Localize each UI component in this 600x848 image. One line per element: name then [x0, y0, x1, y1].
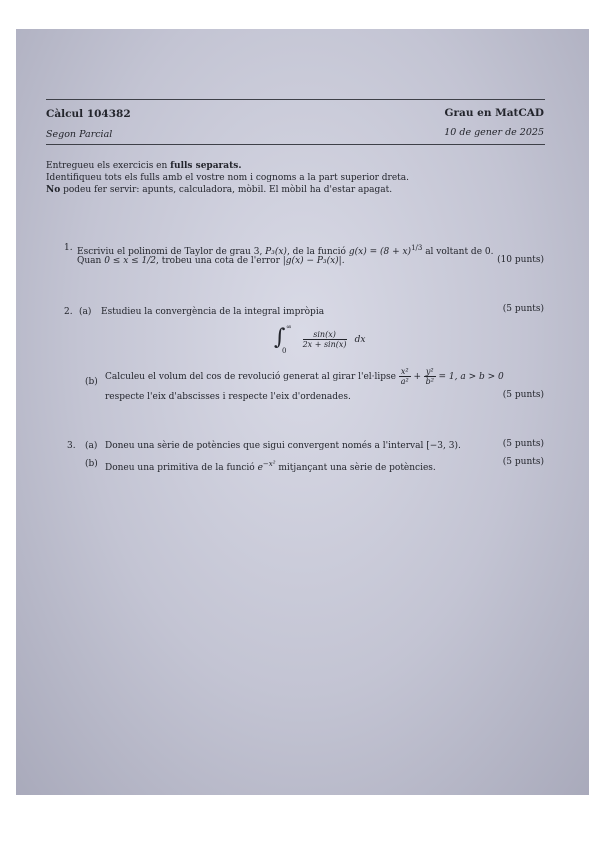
problem-3a-points: (5 punts) — [502, 439, 544, 449]
problem-2b-points: (5 punts) — [502, 390, 544, 400]
problem-3b-label: (b) — [85, 459, 98, 469]
problem-2a-label: (a) — [79, 307, 92, 317]
problem-3a-label: (a) — [85, 441, 98, 451]
problem-2a-points: (5 punts) — [502, 304, 544, 314]
problem-2a-text: Estudieu la convergència de la integral impròpia — [101, 307, 325, 317]
integral-lower-limit: 0 — [282, 347, 287, 355]
ellipse-term-x: $\frac{\text{x²}}{\text{a²}}$ — [400, 367, 409, 386]
problem-3a-text: Doneu una sèrie de potències que sigui convergent només a l'interval [−3, 3). — [105, 441, 461, 451]
problem-2-number: 2. — [64, 307, 73, 317]
problem-2b-line-2: respecte l'eix d'abscisses i respecte l'eix d'ordenades. — [105, 392, 351, 402]
problem-1-line-1: Escriviu el polinomi de Taylor de grau 3, P₃(x), de la funció $g(x) = (8 + x)^{1/3}$ al voltant de 0. — [77, 244, 494, 257]
instruction-line-3: No podeu fer servir: apunts, calculadora, mòbil. El mòbil ha d'estar apagat. — [46, 185, 393, 195]
course-title: Càlcul 104382 — [46, 108, 131, 120]
problem-3b-text: Doneu una primitiva de la funció $e^{-x^2}$ mitjançant una sèrie de potències. — [105, 460, 436, 473]
exam-date: 10 de gener de 2025 — [444, 127, 544, 138]
integral-upper-limit: ∞ — [286, 323, 292, 331]
problem-1-points: (10 punts) — [497, 255, 544, 265]
problem-3b-points: (5 punts) — [502, 457, 544, 467]
integral-differential: dx — [354, 334, 366, 345]
exam-name: Segon Parcial — [46, 129, 113, 140]
degree-title: Grau en MatCAD — [444, 107, 544, 119]
integrand-fraction: $\frac{\sin(x)}{2x + \sin(x)}$ — [302, 330, 347, 349]
improper-integral — [274, 323, 366, 355]
problem-3-number: 3. — [67, 441, 76, 451]
instructions — [46, 160, 409, 196]
problem-1-number: 1. — [64, 243, 73, 253]
instruction-line-1: Entregueu els exercicis en fulls separats. — [46, 161, 242, 171]
problem-2b-line-1: Calculeu el volum del cos de revolució generat al girar l'el·lipse $\frac{\text{x²}}{\text{a²}}$ + $\frac{\text{y²}}{\text{b²}}$ = 1, a > b > 0 — [105, 367, 504, 386]
integral-sign: ∫ — [274, 325, 286, 350]
ellipse-term-y: $\frac{\text{y²}}{\text{b²}}$ — [425, 367, 434, 386]
problem-1-line-2: Quan 0 ≤ x ≤ 1/2, trobeu una cota de l'error |g(x) − P₃(x)|. — [77, 256, 345, 266]
exam-sheet-photo — [16, 29, 589, 795]
instruction-line-2: Identifiqueu tots els fulls amb el vostre nom i cognoms a la part superior dreta. — [46, 173, 410, 183]
header-top-rule — [46, 99, 545, 100]
header-bottom-rule — [46, 144, 545, 145]
problem-2b-label: (b) — [85, 377, 98, 387]
